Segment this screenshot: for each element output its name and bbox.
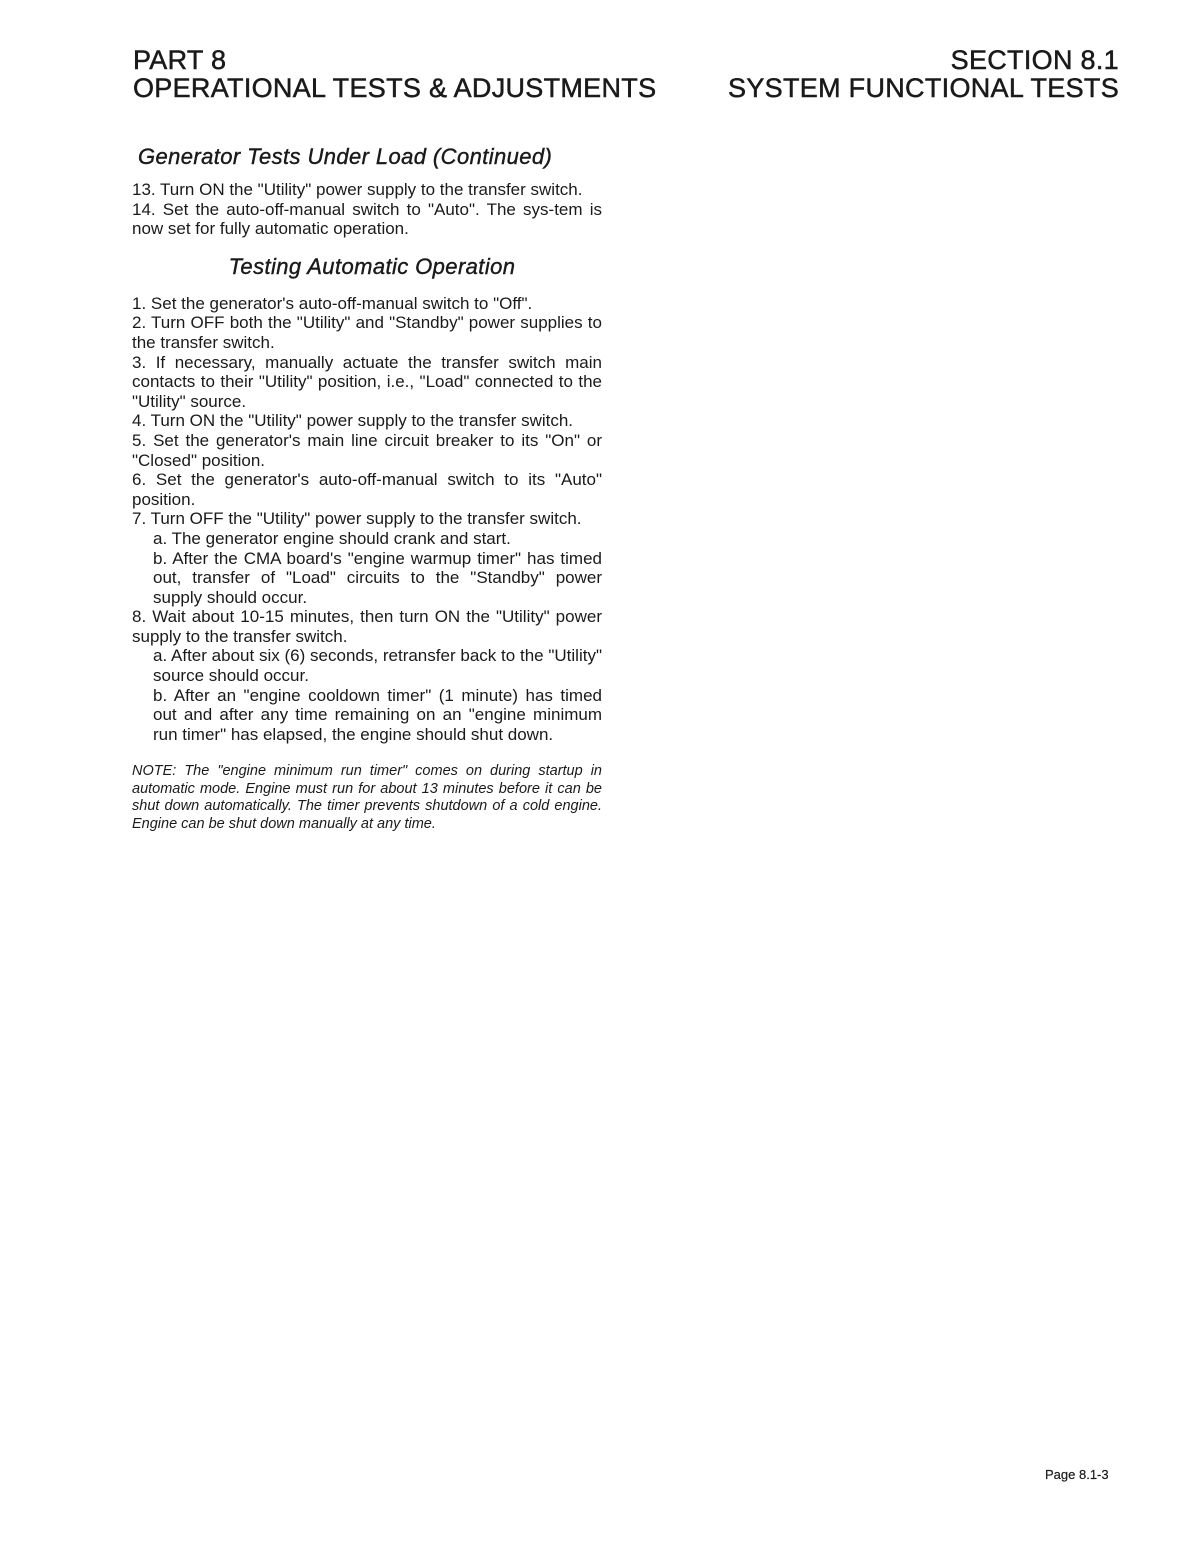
subsection-title-generator-tests: Generator Tests Under Load (Continued) bbox=[138, 144, 553, 169]
section-heading bbox=[728, 46, 1119, 102]
auto-step-6: 6. Set the generator's auto-off-manual switch to its "Auto" position. bbox=[132, 470, 602, 509]
auto-step-8a: a. After about six (6) seconds, retransfer back to the "Utility" source should occur. bbox=[153, 646, 602, 686]
auto-step-4: 4. Turn ON the "Utility" power supply to the transfer switch. bbox=[132, 411, 574, 431]
note-paragraph: NOTE: The "engine minimum run timer" comes on during startup in automatic mode. Engine must run for about 13 minutes before it can be shut down automatically. The timer prevents shutdown of a cold engine. Engine can be shut down manually at any time. bbox=[132, 763, 602, 832]
auto-step-8: 8. Wait about 10-15 minutes, then turn ON the "Utility" power supply to the transfer switch. bbox=[132, 607, 602, 646]
step-13: 13. Turn ON the "Utility" power supply to the transfer switch. bbox=[132, 180, 583, 199]
page-number: Page 8.1-3 bbox=[1045, 1467, 1109, 1482]
section-number: SECTION 8.1 bbox=[950, 45, 1119, 75]
subsection-title-automatic-operation: Testing Automatic Operation bbox=[228, 253, 516, 279]
auto-step-7a: a. The generator engine should crank and start. bbox=[153, 528, 511, 548]
auto-step-2: 2. Turn OFF both the "Utility" and "Standby" power supplies to the transfer switch. bbox=[132, 313, 602, 352]
section-title: SYSTEM FUNCTIONAL TESTS bbox=[728, 73, 1119, 103]
part-title: OPERATIONAL TESTS & ADJUSTMENTS bbox=[133, 73, 657, 103]
auto-step-7b: b. After the CMA board's "engine warmup timer" has timed out, transfer of "Load" circuits to the "Standby" power supply should occur. bbox=[153, 548, 602, 607]
part-number: PART 8 bbox=[133, 45, 227, 75]
main-text-column bbox=[132, 142, 602, 833]
auto-step-8b: b. After an "engine cooldown timer" (1 minute) has timed out and after any time remaining on an "engine minimum run timer" has elapsed, the engine should shut down. bbox=[153, 685, 602, 744]
auto-step-5: 5. Set the generator's main line circuit breaker to its "On" or "Closed" position. bbox=[132, 430, 602, 470]
part-heading bbox=[133, 46, 656, 102]
auto-step-1: 1. Set the generator's auto-off-manual switch to "Off". bbox=[132, 293, 533, 313]
auto-step-3: 3. If necessary, manually actuate the transfer switch main contacts to their "Utility" position, i.e., "Load" connected to the "Utility" source. bbox=[132, 352, 602, 411]
auto-step-7: 7. Turn OFF the "Utility" power supply to the transfer switch. bbox=[132, 509, 582, 529]
step-14: 14. Set the auto-off-manual switch to "Auto". The sys-tem is now set for fully automatic operation. bbox=[132, 199, 602, 239]
